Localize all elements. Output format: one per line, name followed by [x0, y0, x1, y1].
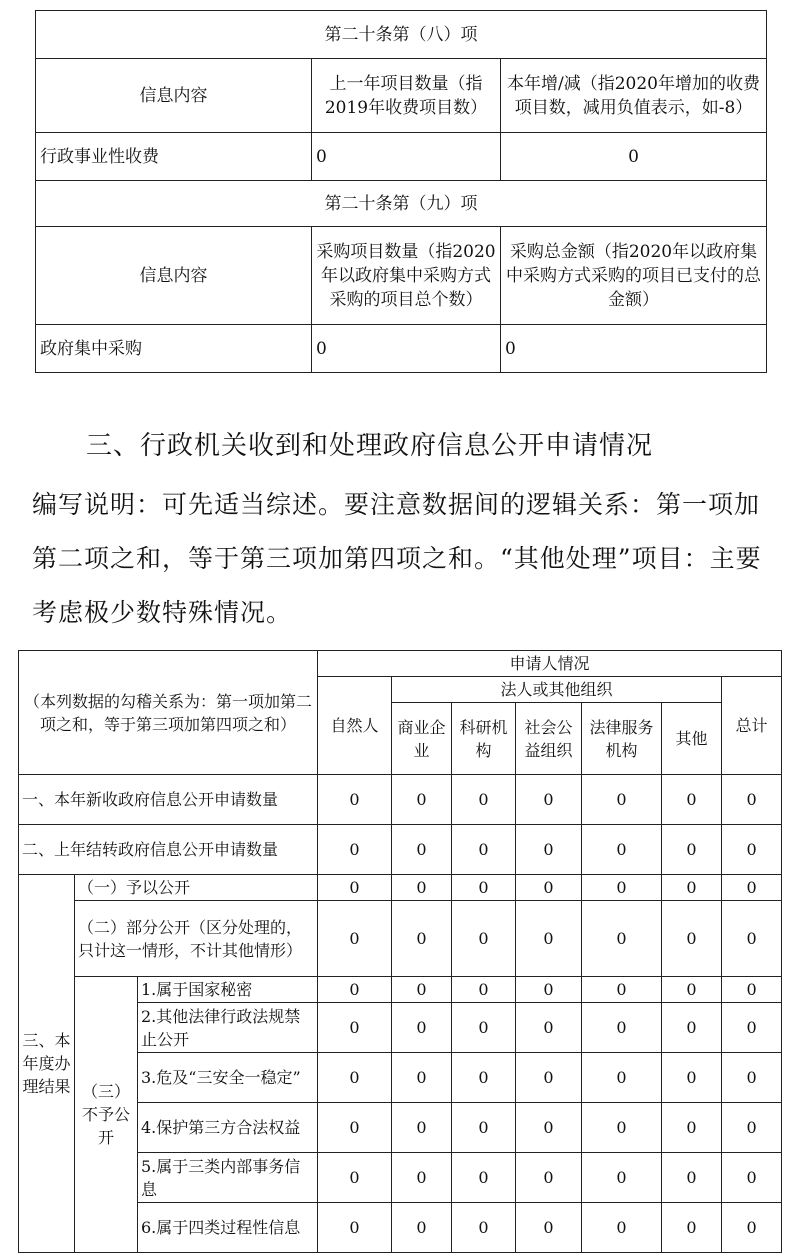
- data-cell: 0: [582, 1203, 662, 1253]
- data-cell: 0: [662, 775, 722, 825]
- data-cell: 0: [318, 1053, 392, 1103]
- data-cell: 0: [516, 1103, 582, 1153]
- data-cell: 0: [722, 1053, 782, 1103]
- data-cell: 0: [516, 901, 582, 977]
- data-cell: 0: [516, 1153, 582, 1203]
- data-cell: 0: [516, 825, 582, 875]
- applicant-header: 申请人情况: [318, 651, 782, 677]
- col-total: 总计: [722, 677, 782, 775]
- article-9-amount-value: 0: [501, 325, 767, 373]
- data-cell: 0: [452, 1203, 516, 1253]
- data-cell: 0: [318, 977, 392, 1003]
- data-cell: 0: [452, 901, 516, 977]
- fee-and-procurement-table: [35, 10, 767, 373]
- data-cell: 0: [582, 1003, 662, 1053]
- data-cell: 0: [516, 775, 582, 825]
- data-cell: 0: [662, 1103, 722, 1153]
- data-cell: 0: [318, 825, 392, 875]
- data-cell: 0: [452, 825, 516, 875]
- data-cell: 0: [516, 1203, 582, 1253]
- article-8-title: 第二十条第（八）项: [36, 11, 767, 59]
- data-cell: 0: [452, 1003, 516, 1053]
- data-cell: 0: [392, 1203, 452, 1253]
- data-cell: 0: [662, 875, 722, 901]
- data-cell: 0: [722, 1003, 782, 1053]
- data-cell: 0: [662, 1203, 722, 1253]
- col-legal-service: 法律服务机构: [582, 703, 662, 775]
- data-cell: 0: [516, 1053, 582, 1103]
- data-cell: 0: [722, 901, 782, 977]
- data-cell: 0: [392, 875, 452, 901]
- data-cell: 0: [516, 977, 582, 1003]
- data-cell: 0: [392, 1003, 452, 1053]
- data-cell: 0: [722, 977, 782, 1003]
- data-cell: 0: [392, 775, 452, 825]
- article-8-change-header: 本年增/减（指2020年增加的收费项目数，减用负值表示，如-8）: [501, 59, 767, 133]
- section-heading: 三、行政机关收到和处理政府信息公开申请情况: [86, 431, 654, 461]
- row2-label: 二、上年结转政府信息公开申请数量: [19, 825, 318, 875]
- corner-note: （本列数据的勾稽关系为：第一项加第二项之和，等于第三项加第四项之和）: [19, 651, 318, 775]
- article-8-info-header: 信息内容: [36, 59, 312, 133]
- article-9-amount-header: 采购总金额（指2020年以政府集中采购方式采购的项目已支付的总金额）: [501, 227, 767, 325]
- data-cell: 0: [392, 825, 452, 875]
- row3-3-6-label: 6.属于四类过程性信息: [138, 1203, 318, 1253]
- data-cell: 0: [452, 875, 516, 901]
- data-cell: 0: [318, 1003, 392, 1053]
- row1-label: 一、本年新收政府信息公开申请数量: [19, 775, 318, 825]
- data-cell: 0: [662, 977, 722, 1003]
- data-cell: 0: [582, 901, 662, 977]
- legal-group-header: 法人或其他组织: [392, 677, 722, 703]
- data-cell: 0: [392, 977, 452, 1003]
- data-cell: 0: [452, 1153, 516, 1203]
- article-9-title: 第二十条第（九）项: [36, 181, 767, 227]
- group3-label: 三、本年度办理结果: [19, 875, 75, 1253]
- data-cell: 0: [318, 875, 392, 901]
- data-cell: 0: [662, 1153, 722, 1203]
- data-cell: 0: [722, 1103, 782, 1153]
- data-cell: 0: [318, 1203, 392, 1253]
- data-cell: 0: [452, 775, 516, 825]
- data-cell: 0: [516, 1003, 582, 1053]
- data-cell: 0: [392, 1053, 452, 1103]
- data-cell: 0: [392, 1103, 452, 1153]
- data-cell: 0: [582, 1103, 662, 1153]
- group3-3-label: （三）不予公开: [75, 977, 138, 1253]
- section-note: 编写说明：可先适当综述。要注意数据间的逻辑关系：第一项加第二项之和，等于第三项加第四项之和。“其他处理”项目：主要考虑极少数特殊情况。: [32, 490, 762, 627]
- article-9-info-header: 信息内容: [36, 227, 312, 325]
- col-natural-person: 自然人: [318, 677, 392, 775]
- data-cell: 0: [582, 875, 662, 901]
- data-cell: 0: [582, 775, 662, 825]
- row3-3-4-label: 4.保护第三方合法权益: [138, 1103, 318, 1153]
- data-cell: 0: [722, 1203, 782, 1253]
- row3-3-1-label: 1.属于国家秘密: [138, 977, 318, 1003]
- row3-3-5-label: 5.属于三类内部事务信息: [138, 1153, 318, 1203]
- data-cell: 0: [516, 875, 582, 901]
- data-cell: 0: [582, 1153, 662, 1203]
- data-cell: 0: [582, 825, 662, 875]
- data-cell: 0: [662, 825, 722, 875]
- data-cell: 0: [392, 1153, 452, 1203]
- col-social: 社会公益组织: [516, 703, 582, 775]
- article-9-count-header: 采购项目数量（指2020年以政府集中采购方式采购的项目总个数）: [312, 227, 501, 325]
- article-8-row-label: 行政事业性收费: [36, 133, 312, 181]
- row3-1-label: （一）予以公开: [75, 875, 318, 901]
- applications-table: [18, 650, 782, 1253]
- data-cell: 0: [722, 875, 782, 901]
- data-cell: 0: [318, 1103, 392, 1153]
- data-cell: 0: [662, 901, 722, 977]
- data-cell: 0: [582, 1053, 662, 1103]
- article-8-prev-header: 上一年项目数量（指2019年收费项目数）: [312, 59, 501, 133]
- col-research: 科研机构: [452, 703, 516, 775]
- article-9-row-label: 政府集中采购: [36, 325, 312, 373]
- article-9-count-value: 0: [312, 325, 501, 373]
- data-cell: 0: [662, 1003, 722, 1053]
- col-other: 其他: [662, 703, 722, 775]
- data-cell: 0: [662, 1053, 722, 1103]
- data-cell: 0: [722, 1153, 782, 1203]
- row3-2-label: （二）部分公开（区分处理的，只计这一情形，不计其他情形）: [75, 901, 318, 977]
- data-cell: 0: [452, 1103, 516, 1153]
- data-cell: 0: [452, 1053, 516, 1103]
- row3-3-3-label: 3.危及“三安全一稳定”: [138, 1053, 318, 1103]
- data-cell: 0: [318, 1153, 392, 1203]
- data-cell: 0: [318, 775, 392, 825]
- data-cell: 0: [452, 977, 516, 1003]
- data-cell: 0: [722, 825, 782, 875]
- data-cell: 0: [318, 901, 392, 977]
- col-business: 商业企业: [392, 703, 452, 775]
- article-8-prev-value: 0: [312, 133, 501, 181]
- data-cell: 0: [722, 775, 782, 825]
- data-cell: 0: [392, 901, 452, 977]
- data-cell: 0: [582, 977, 662, 1003]
- article-8-change-value: 0: [501, 133, 767, 181]
- row3-3-2-label: 2.其他法律行政法规禁止公开: [138, 1003, 318, 1053]
